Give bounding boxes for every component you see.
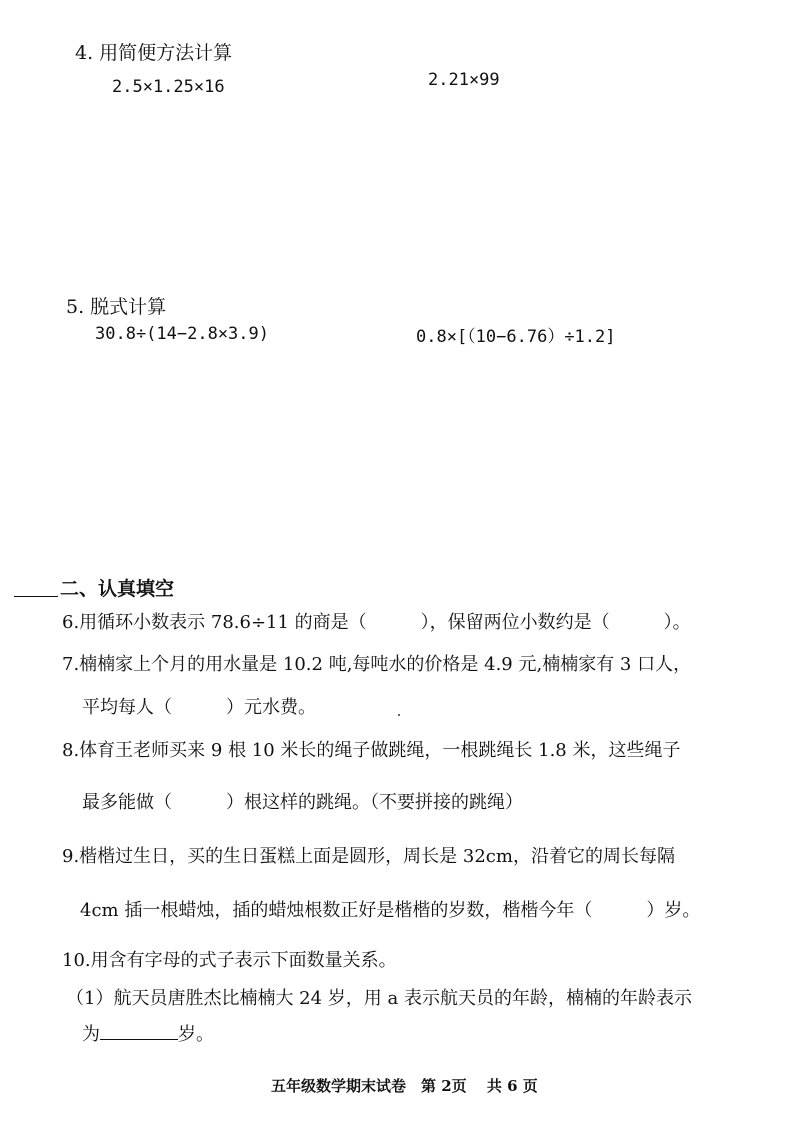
- q7-line-2: 平均每人（ ）元水费。: [82, 697, 316, 718]
- q9-line-1: 9.楷楷过生日，买的生日蛋糕上面是圆形，周长是 32cm，沿着它的周长每隔: [62, 846, 675, 867]
- q5-title: 5. 脱式计算: [66, 296, 167, 318]
- q8-line-1: 8.体育王老师买来 9 根 10 米长的绳子做跳绳，一根跳绳长 1.8 米，这些绳子: [62, 740, 681, 761]
- q10-sub1-line-2: [82, 1024, 214, 1046]
- q4-expression-2: 2.21×99: [428, 70, 500, 90]
- answer-blank[interactable]: [100, 1039, 178, 1040]
- q4-title: 4. 用简便方法计算: [75, 42, 233, 64]
- q10-sub1-suffix: 岁。: [178, 1024, 214, 1045]
- q4-expression-1: 2.5×1.25×16: [112, 77, 225, 97]
- q9-line-2: 4cm 插一根蜡烛，插的蜡烛根数正好是楷楷的岁数，楷楷今年（ ）岁。: [80, 900, 701, 921]
- q7-line-1: 7.楠楠家上个月的用水量是 10.2 吨,每吨水的价格是 4.9 元,楠楠家有 3 口人，: [62, 654, 692, 675]
- q10-sub1-prefix: 为: [82, 1024, 100, 1045]
- q10-sub1-line-1: （1）航天员唐胜杰比楠楠大 24 岁，用 a 表示航天员的年龄，楠楠的年龄表示: [66, 988, 692, 1009]
- q6-line-1: 6.用循环小数表示 78.6÷11 的商是（ ），保留两位小数约是（ ）。: [62, 612, 691, 633]
- page-footer: 五年级数学期末试卷 第 2页 共 6 页: [271, 1077, 538, 1095]
- score-blank-line: [14, 596, 58, 597]
- section-2-title: 二、认真填空: [60, 578, 175, 600]
- q5-expression-2: 0.8×[（10−6.76）÷1.2]: [416, 327, 616, 347]
- q5-expression-1: 30.8÷(14−2.8×3.9): [95, 324, 269, 344]
- q10-title: 10.用含有字母的式子表示下面数量关系。: [62, 950, 397, 971]
- stray-dot: [398, 714, 400, 716]
- q8-line-2: 最多能做（ ）根这样的跳绳。（不要拼接的跳绳）: [82, 792, 523, 813]
